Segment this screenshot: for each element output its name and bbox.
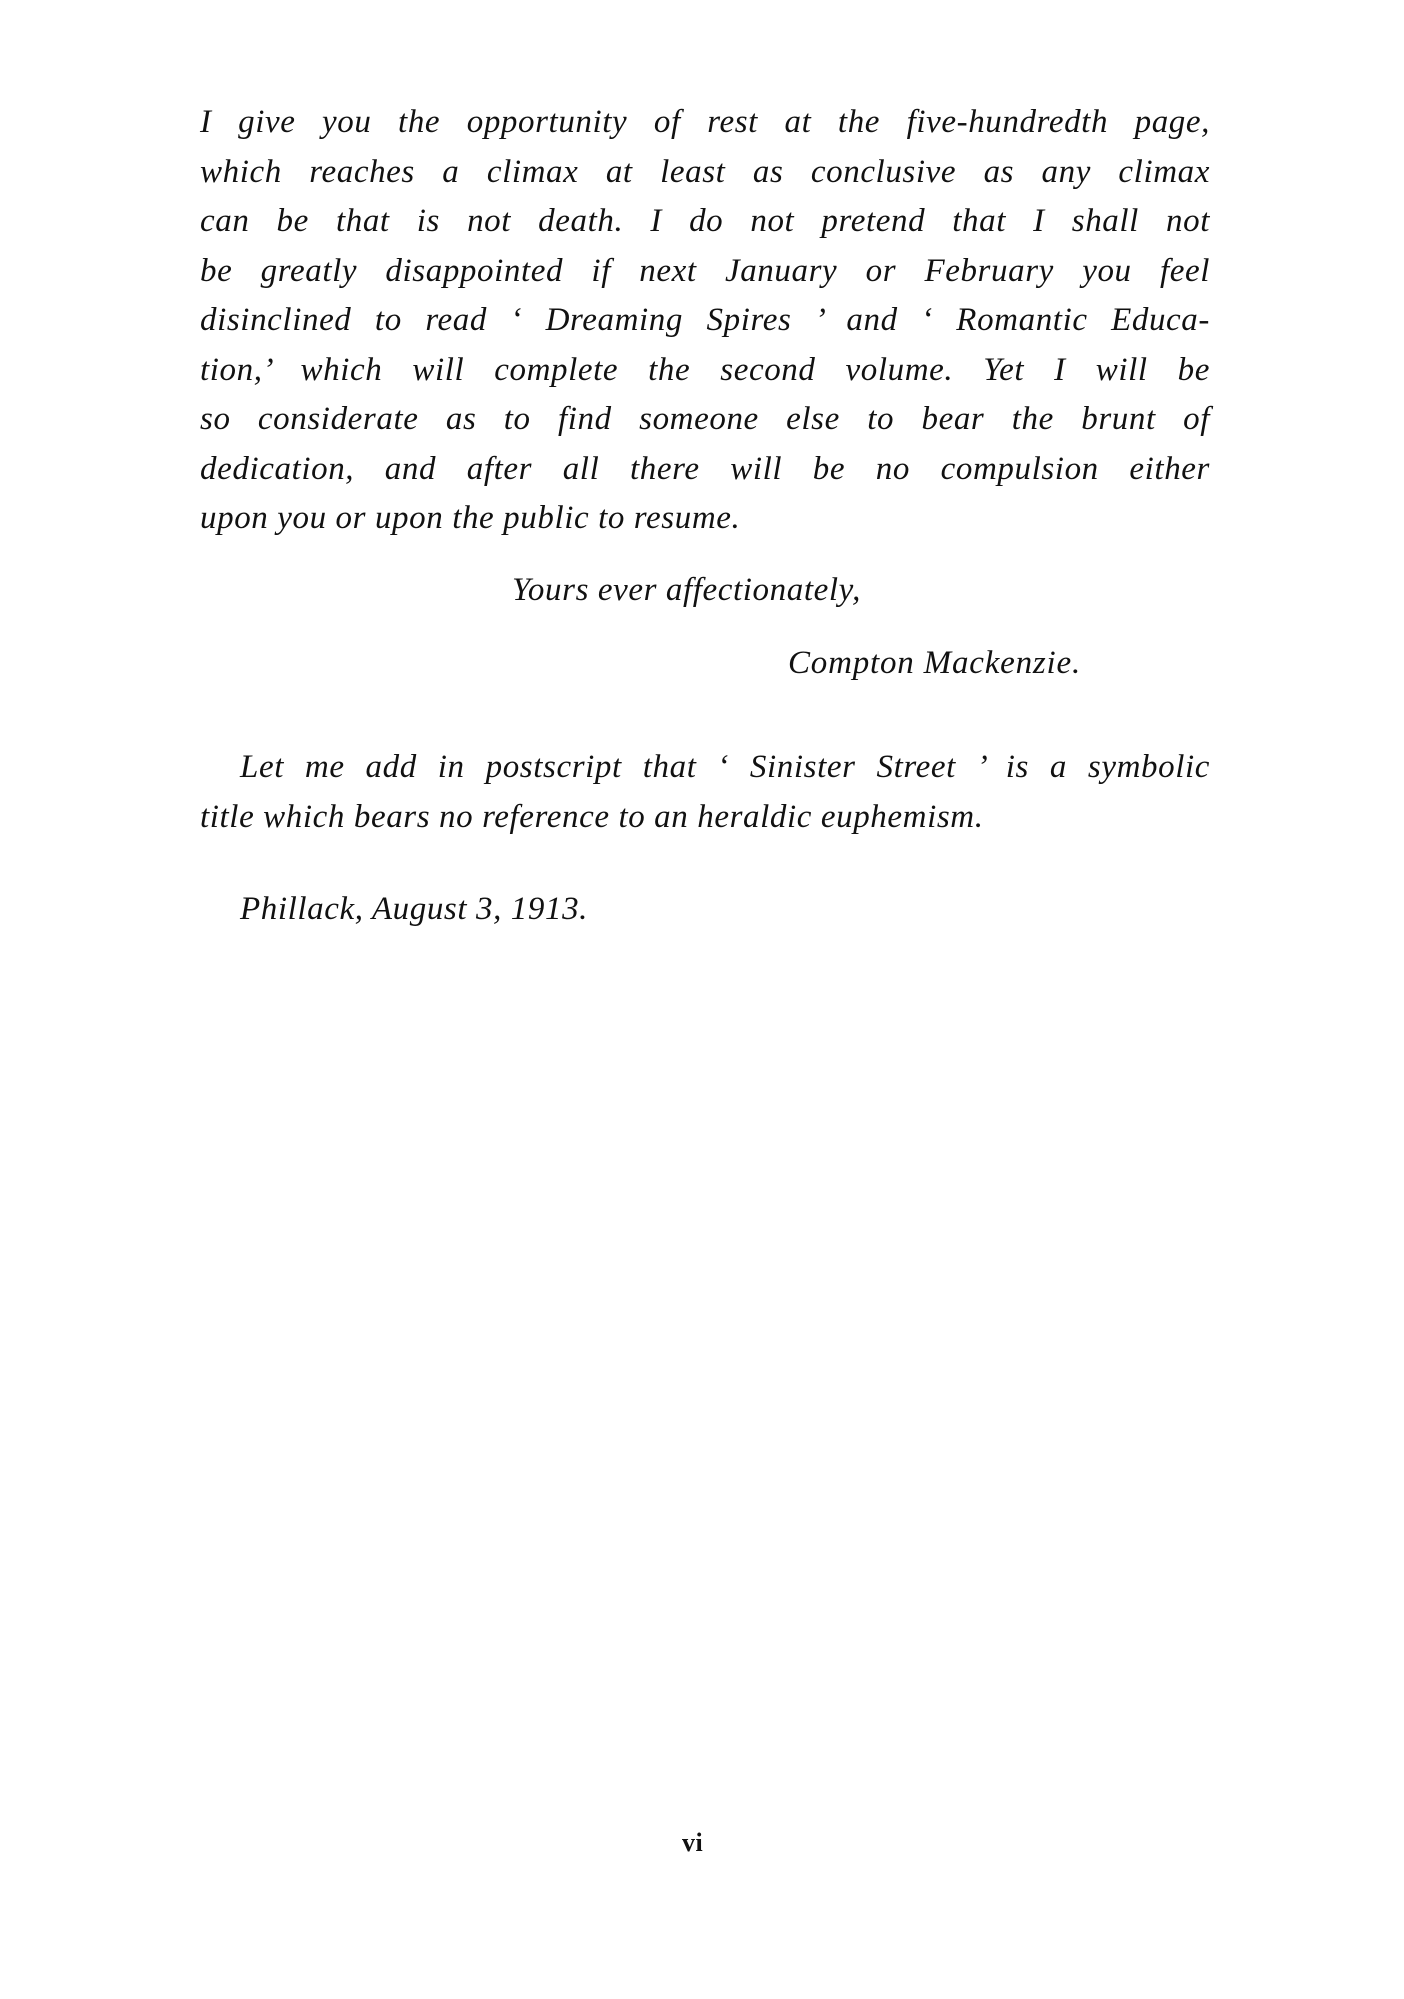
postscript-paragraph <box>200 742 1210 842</box>
author-signature: Compton Mackenzie. <box>788 645 1081 681</box>
paragraph-line: can be that is not death. I do not pretend that I shall not <box>200 203 1210 239</box>
paragraph-line: which reaches a climax at least as conclusive as any climax <box>200 153 1210 190</box>
postscript-line: title which bears no reference to an heraldic euphemism. <box>200 799 984 835</box>
paragraph-line: dedication, and after all there will be no compulsion either <box>200 450 1210 487</box>
paragraph-line: disinclined to read ‘ Dreaming Spires ’ and ‘ Romantic Educa- <box>200 302 1210 338</box>
paragraph-line: so considerate as to find someone else to bear the brunt of <box>200 401 1210 437</box>
dedication-paragraph <box>200 98 1210 544</box>
paragraph-line: upon you or upon the public to resume. <box>200 500 741 536</box>
paragraph-line: tion,’ which will complete the second volume. Yet I will be <box>200 351 1210 388</box>
paragraph-line: be greatly disappointed if next January or February you feel <box>200 252 1210 289</box>
page-number: vi <box>682 1828 704 1857</box>
letter-closing: Yours ever affectionately, <box>512 572 861 608</box>
place-and-date: Phillack, August 3, 1913. <box>240 891 589 927</box>
postscript-line: Let me add in postscript that ‘ Sinister Street ’ is a symbolic <box>240 749 1210 785</box>
paragraph-line: I give you the opportunity of rest at the five-hundredth page, <box>200 104 1210 140</box>
